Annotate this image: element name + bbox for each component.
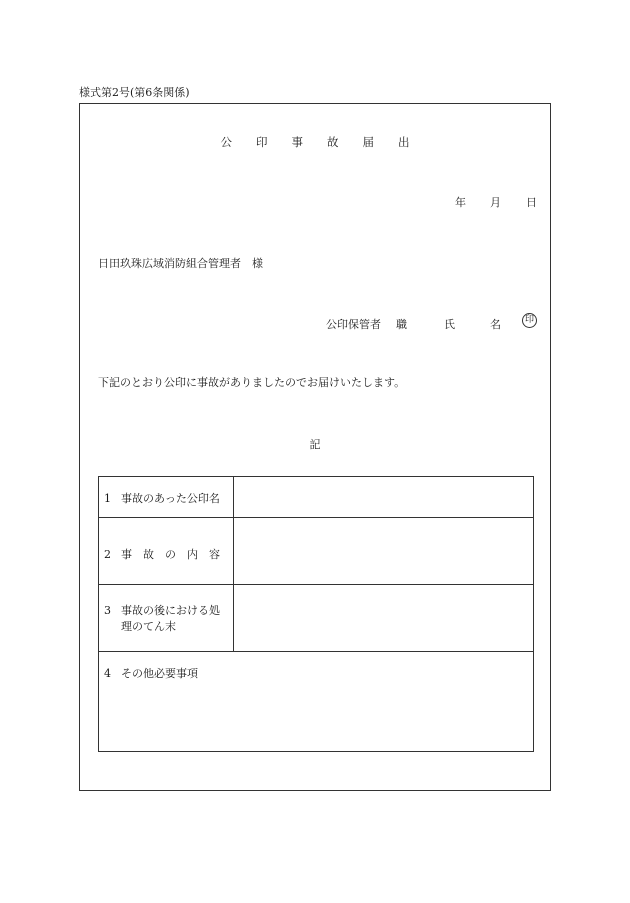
item-label-char: 故 (143, 548, 154, 561)
form-number: 様式第2号(第6条関係) (79, 86, 190, 99)
form-frame (79, 103, 551, 791)
title-char: 事 (291, 135, 303, 149)
ki-heading: 記 (309, 438, 321, 451)
item-full-cell[interactable] (99, 652, 534, 752)
item-number: 4 (104, 667, 111, 680)
date-day: 日 (526, 196, 537, 209)
item-label-char: 内 (187, 548, 198, 561)
item-number: 3 (104, 604, 111, 617)
item-label-char: 容 (209, 548, 220, 561)
title-char: 公 (220, 135, 232, 149)
item-row (99, 652, 534, 752)
item-value-cell[interactable] (234, 585, 534, 652)
item-value-cell[interactable] (234, 477, 534, 518)
signatory-label: 公印保管者 (326, 318, 381, 331)
signatory-name-1: 氏 (444, 318, 455, 331)
item-label-cell (99, 518, 234, 585)
title-char: 印 (256, 135, 268, 149)
item-row (99, 585, 534, 652)
signatory-position: 職 (396, 318, 407, 331)
signatory-name-2: 名 (490, 318, 501, 331)
item-label: その他必要事項 (121, 667, 198, 680)
item-label: 事故のあった公印名 (121, 492, 220, 505)
item-label-line1: 事故の後における処 (121, 604, 220, 617)
item-label-cell (99, 585, 234, 652)
item-label-char: 事 (121, 548, 132, 561)
item-number: 2 (104, 548, 111, 561)
addressee: 日田玖珠広域消防組合管理者 様 (98, 257, 263, 270)
item-row (99, 477, 534, 518)
title-char: 故 (327, 135, 339, 149)
item-label-char: の (165, 548, 176, 561)
date-month: 月 (490, 196, 501, 209)
date-year: 年 (455, 196, 466, 209)
form-title (80, 134, 550, 150)
item-label-line2: 理のてん末 (121, 620, 176, 633)
item-label-cell (99, 477, 234, 518)
item-number: 1 (104, 492, 111, 505)
items-table (98, 476, 534, 752)
body-text: 下記のとおり公印に事故がありましたのでお届けいたします。 (98, 376, 406, 389)
title-char: 届 (362, 135, 374, 149)
seal-mark: 印 (522, 313, 537, 328)
title-char: 出 (398, 135, 410, 149)
item-value-cell[interactable] (234, 518, 534, 585)
item-row (99, 518, 534, 585)
